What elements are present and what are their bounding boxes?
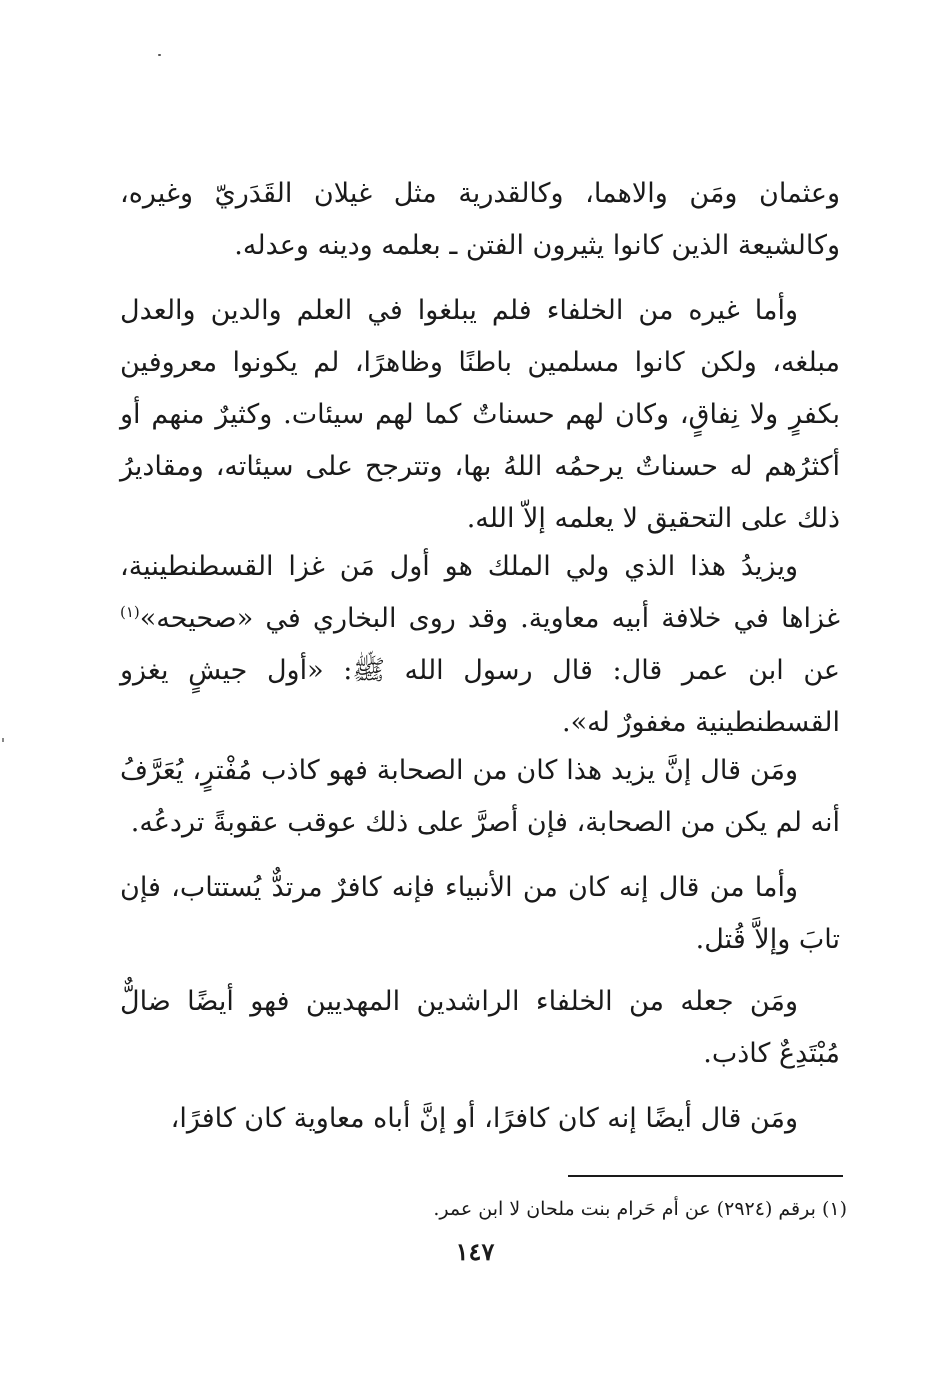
text-line: ومَن قال إنَّ يزيد هذا كان من الصحابة فهو كاذب مُفْترٍ، يُعَرَّفُ bbox=[120, 755, 798, 786]
text-line: مغفورٌ له». bbox=[562, 707, 687, 738]
paragraph-text bbox=[120, 976, 840, 1080]
paragraph-text bbox=[120, 745, 840, 849]
text-line: وعثمان ومَن والاهما، وكالقدرية مثل غيلان القَدَريّ وغيره، وكالشيعة bbox=[120, 178, 840, 261]
text-line: ويزيدُ هذا الذي ولي الملك هو أول مَن غزا القسطنطينية، bbox=[120, 551, 798, 582]
paragraph-4 bbox=[120, 745, 840, 849]
text-line: تابَ وإلاَّ قُتل. bbox=[695, 924, 840, 955]
paragraph-3 bbox=[120, 541, 840, 749]
text-line: وأما من قال إنه كان من الأنبياء فإنه كافرٌ مرتدٌّ يُستتاب، فإن bbox=[120, 872, 798, 903]
paragraph-text bbox=[120, 541, 840, 749]
text-line: الذين كانوا يثيرون الفتن ـ بعلمه ودينه وعدله. bbox=[234, 230, 730, 261]
footnote bbox=[300, 1194, 847, 1224]
paragraph-1 bbox=[120, 168, 840, 272]
paragraph-7 bbox=[120, 1093, 840, 1145]
page-number: ١٤٧ bbox=[455, 1237, 495, 1266]
text-line: عن ابن عمر قال: قال رسول الله ﷺ: «أول جيشٍ يغزو القسطنطينية bbox=[120, 655, 840, 738]
text-line: أكثرُهم له حسناتٌ يرحمُه اللهُ بها، وتترجح على سيئاته، ومقاديرُ bbox=[120, 451, 840, 482]
text-line: وأما غيره من الخلفاء فلم يبلغوا في العلم والدين والعدل bbox=[120, 295, 798, 326]
paragraph-text bbox=[120, 168, 840, 272]
footnote-marker: (١) bbox=[821, 1198, 847, 1220]
text-line: ولا نِفاقٍ، وكان لهم حسناتٌ كما لهم سيئات. وكثيرٌ منهم أو bbox=[120, 399, 779, 430]
footnote-reference[interactable]: (١) bbox=[120, 603, 140, 621]
paragraph-text bbox=[120, 285, 840, 545]
paragraph-2 bbox=[120, 285, 840, 545]
text-line: أنه لم يكن من الصحابة، فإن أصرَّ على ذلك عوقب عقوبةً تردعُه. bbox=[130, 807, 840, 838]
footnote-separator bbox=[568, 1175, 843, 1177]
paragraph-5 bbox=[120, 862, 840, 966]
scan-speck bbox=[2, 738, 4, 742]
text-line: مُبْتَدِعٌ كاذب. bbox=[703, 1038, 840, 1069]
footnote-text: برقم (٢٩٢٤) عن أم حَرام بنت ملحان لا ابن عمر. bbox=[433, 1198, 816, 1220]
paragraph-text bbox=[120, 862, 840, 966]
text-line: مبلغه، ولكن كانوا مسلمين باطنًا وظاهرًا، لم يكونوا معروفين بكفرٍ bbox=[120, 347, 840, 430]
text-line: ومَن قال أيضًا إنه كان كافرًا، أو إنَّ أباه معاوية كان كافرًا، bbox=[170, 1103, 798, 1134]
paragraph-text bbox=[120, 1093, 840, 1145]
text-line: ذلك على التحقيق لا يعلمه إلاّ الله. bbox=[466, 503, 840, 534]
text-line: غزاها في خلافة أبيه معاوية. وقد روى البخاري في «صحيحه» bbox=[139, 603, 840, 634]
paragraph-6 bbox=[120, 976, 840, 1080]
text-line: ومَن جعله من الخلفاء الراشدين المهديين فهو أيضًا ضالٌّ bbox=[120, 986, 798, 1017]
scan-speck bbox=[158, 54, 161, 56]
